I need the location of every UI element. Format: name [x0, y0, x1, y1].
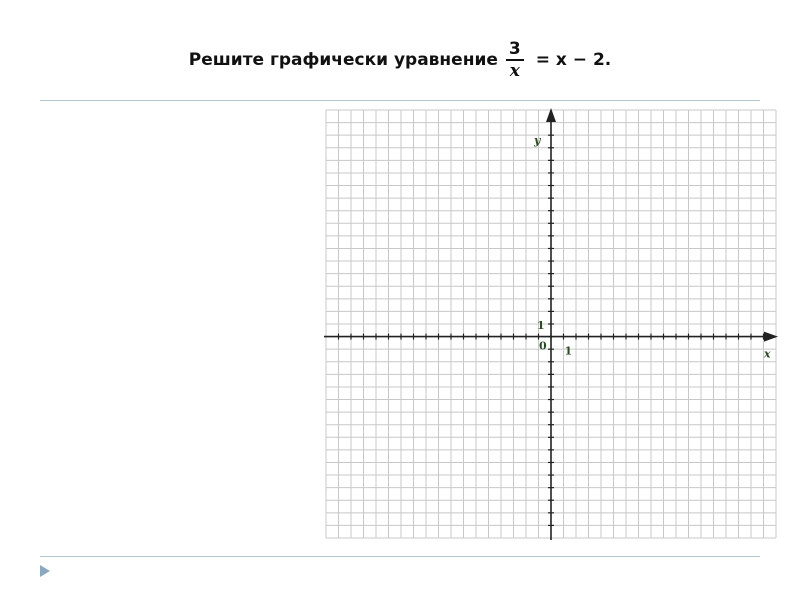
coordinate-plane	[324, 108, 778, 540]
slide-bullet-icon	[38, 563, 52, 579]
task-rhs: = x − 2.	[535, 50, 612, 70]
origin-label: 0	[539, 339, 547, 353]
y-axis-label: y	[534, 134, 541, 147]
fraction-denominator: x	[509, 61, 520, 81]
y-unit-label: 1	[537, 319, 545, 332]
task-statement	[0, 30, 800, 90]
x-unit-label: 1	[564, 344, 573, 358]
fraction-numerator: 3	[508, 39, 521, 59]
divider-top	[40, 100, 760, 101]
fraction	[506, 39, 524, 81]
x-axis-label: x	[764, 347, 771, 361]
task-text: Решите графически уравнение	[188, 50, 498, 70]
divider-bottom	[40, 556, 760, 557]
